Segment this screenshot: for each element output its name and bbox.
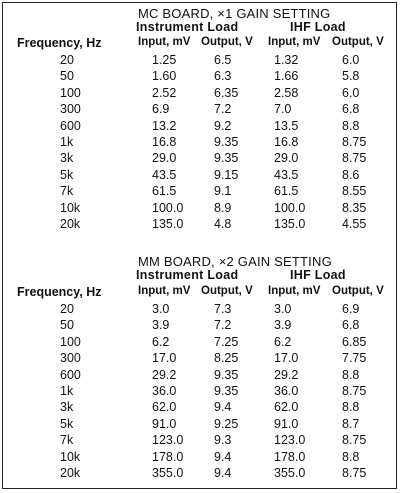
frequency-cell: 100 — [60, 334, 81, 349]
instrument-output-cell: 7.3 — [214, 302, 232, 316]
ihf-input-cell: 91.0 — [274, 416, 299, 431]
instrument-output-cell: 7.2 — [214, 102, 232, 117]
ihf-output-cell: 6.0 — [342, 85, 360, 100]
ihf-output-cell: 7.75 — [342, 351, 367, 366]
instrument-input-cell: 6.2 — [152, 334, 170, 349]
ihf-output-cell: 8.7 — [342, 416, 360, 431]
instrument-input-cell: 355.0 — [152, 466, 184, 480]
instrument-output-cell: 9.15 — [214, 167, 239, 182]
ihf-input-cell: 29.0 — [274, 151, 299, 166]
instrument-output-cell: 7.2 — [214, 318, 232, 333]
mm-instrument-input-header: Input, mV — [138, 285, 191, 297]
instrument-input-cell: 6.9 — [152, 102, 170, 117]
ihf-input-cell: 36.0 — [274, 384, 299, 398]
mm-ihf-load-heading: IHF Load — [290, 268, 346, 282]
ihf-input-cell: 2.58 — [274, 85, 299, 100]
instrument-output-cell: 9.35 — [214, 384, 239, 398]
ihf-input-cell: 123.0 — [274, 433, 306, 448]
ihf-output-cell: 8.8 — [342, 118, 360, 133]
ihf-output-cell: 8.6 — [342, 167, 360, 182]
instrument-input-cell: 17.0 — [152, 351, 177, 366]
instrument-input-cell: 91.0 — [152, 416, 177, 431]
instrument-input-cell: 135.0 — [152, 217, 184, 231]
mm-ihf-output-header: Output, V — [332, 285, 384, 297]
frequency-cell: 20k — [60, 466, 81, 480]
frequency-cell: 1k — [60, 384, 74, 398]
instrument-input-cell: 1.25 — [152, 53, 177, 67]
ihf-output-cell: 5.8 — [342, 69, 360, 84]
instrument-input-cell: 123.0 — [152, 433, 184, 448]
ihf-output-cell: 6.8 — [342, 102, 360, 117]
instrument-input-cell: 2.52 — [152, 85, 177, 100]
instrument-input-cell: 3.9 — [152, 318, 170, 333]
mc-ihf-output-header: Output, V — [332, 36, 384, 48]
frequency-cell: 1k — [60, 135, 74, 149]
ihf-output-cell: 8.55 — [342, 184, 367, 199]
mc-instrument-input-header: Input, mV — [138, 36, 191, 48]
ihf-output-cell: 8.8 — [342, 367, 360, 382]
instrument-output-cell: 8.9 — [214, 200, 232, 215]
instrument-input-cell: 43.5 — [152, 167, 177, 182]
frequency-cell: 100 — [60, 85, 81, 100]
ihf-output-cell: 6.9 — [342, 302, 360, 316]
instrument-output-cell: 4.8 — [214, 217, 232, 231]
frequency-cell: 300 — [60, 102, 81, 117]
instrument-output-cell: 9.35 — [214, 151, 239, 166]
frequency-cell: 5k — [60, 167, 74, 182]
frequency-cell: 5k — [60, 416, 74, 431]
instrument-input-cell: 1.60 — [152, 69, 177, 84]
mm-instrument-load-heading: Instrument Load — [136, 268, 239, 282]
instrument-input-cell: 16.8 — [152, 135, 177, 149]
mc-section-title: MC BOARD, ×1 GAIN SETTING — [138, 6, 331, 21]
ihf-input-cell: 135.0 — [274, 217, 306, 231]
frequency-cell: 10k — [60, 200, 81, 215]
instrument-output-cell: 9.4 — [214, 449, 232, 464]
instrument-output-cell: 9.2 — [214, 118, 232, 133]
frequency-cell: 20 — [60, 302, 74, 316]
ihf-output-cell: 8.75 — [342, 151, 367, 166]
instrument-input-cell: 29.0 — [152, 151, 177, 166]
instrument-input-cell: 29.2 — [152, 367, 177, 382]
ihf-output-cell: 8.75 — [342, 384, 367, 398]
ihf-output-cell: 6.0 — [342, 53, 360, 67]
mm-section-title: MM BOARD, ×2 GAIN SETTING — [138, 254, 332, 269]
ihf-input-cell: 1.32 — [274, 53, 299, 67]
instrument-output-cell: 9.4 — [214, 400, 232, 415]
ihf-input-cell: 3.0 — [274, 302, 292, 316]
instrument-input-cell: 62.0 — [152, 400, 177, 415]
mm-frequency-header: Frequency, Hz — [17, 285, 102, 299]
ihf-input-cell: 17.0 — [274, 351, 299, 366]
ihf-output-cell: 6.8 — [342, 318, 360, 333]
ihf-input-cell: 178.0 — [274, 449, 306, 464]
instrument-input-cell: 36.0 — [152, 384, 177, 398]
frequency-cell: 7k — [60, 433, 74, 448]
ihf-output-cell: 8.8 — [342, 400, 360, 415]
frequency-cell: 7k — [60, 184, 74, 199]
mm-instrument-output-header: Output, V — [201, 285, 253, 297]
ihf-output-cell: 4.55 — [342, 217, 367, 231]
ihf-input-cell: 62.0 — [274, 400, 299, 415]
instrument-input-cell: 100.0 — [152, 200, 184, 215]
ihf-output-cell: 8.35 — [342, 200, 367, 215]
mc-frequency-header: Frequency, Hz — [17, 36, 102, 50]
mm-ihf-input-header: Input, mV — [268, 285, 321, 297]
mc-instrument-output-header: Output, V — [201, 36, 253, 48]
instrument-output-cell: 9.35 — [214, 135, 239, 149]
instrument-input-cell: 178.0 — [152, 449, 184, 464]
instrument-output-cell: 9.1 — [214, 184, 232, 199]
ihf-output-cell: 8.75 — [342, 433, 367, 448]
instrument-input-cell: 3.0 — [152, 302, 170, 316]
ihf-input-cell: 6.2 — [274, 334, 292, 349]
frequency-cell: 50 — [60, 69, 74, 84]
ihf-input-cell: 16.8 — [274, 135, 299, 149]
ihf-output-cell: 8.75 — [342, 466, 367, 480]
instrument-output-cell: 6.3 — [214, 69, 232, 84]
frequency-cell: 50 — [60, 318, 74, 333]
mc-ihf-input-header: Input, mV — [268, 36, 321, 48]
frequency-cell: 3k — [60, 400, 74, 415]
ihf-input-cell: 100.0 — [274, 200, 306, 215]
mc-ihf-load-heading: IHF Load — [290, 20, 346, 34]
instrument-output-cell: 9.4 — [214, 466, 232, 480]
instrument-output-cell: 6.5 — [214, 53, 232, 67]
ihf-input-cell: 7.0 — [274, 102, 292, 117]
instrument-output-cell: 9.3 — [214, 433, 232, 448]
ihf-input-cell: 355.0 — [274, 466, 306, 480]
ihf-output-cell: 8.75 — [342, 135, 367, 149]
ihf-input-cell: 1.66 — [274, 69, 299, 84]
ihf-input-cell: 3.9 — [274, 318, 292, 333]
ihf-output-cell: 8.8 — [342, 449, 360, 464]
instrument-output-cell: 9.35 — [214, 367, 239, 382]
instrument-input-cell: 61.5 — [152, 184, 177, 199]
instrument-output-cell: 8.25 — [214, 351, 239, 366]
frequency-cell: 20 — [60, 53, 74, 67]
ihf-input-cell: 13.5 — [274, 118, 299, 133]
instrument-output-cell: 6.35 — [214, 85, 239, 100]
frequency-cell: 20k — [60, 217, 81, 231]
instrument-output-cell: 7.25 — [214, 334, 239, 349]
frequency-cell: 10k — [60, 449, 81, 464]
ihf-output-cell: 6.85 — [342, 334, 367, 349]
frequency-cell: 3k — [60, 151, 74, 166]
ihf-input-cell: 43.5 — [274, 167, 299, 182]
mc-instrument-load-heading: Instrument Load — [136, 20, 239, 34]
frequency-cell: 300 — [60, 351, 81, 366]
ihf-input-cell: 29.2 — [274, 367, 299, 382]
instrument-input-cell: 13.2 — [152, 118, 177, 133]
frequency-cell: 600 — [60, 367, 81, 382]
frequency-cell: 600 — [60, 118, 81, 133]
ihf-input-cell: 61.5 — [274, 184, 299, 199]
instrument-output-cell: 9.25 — [214, 416, 239, 431]
